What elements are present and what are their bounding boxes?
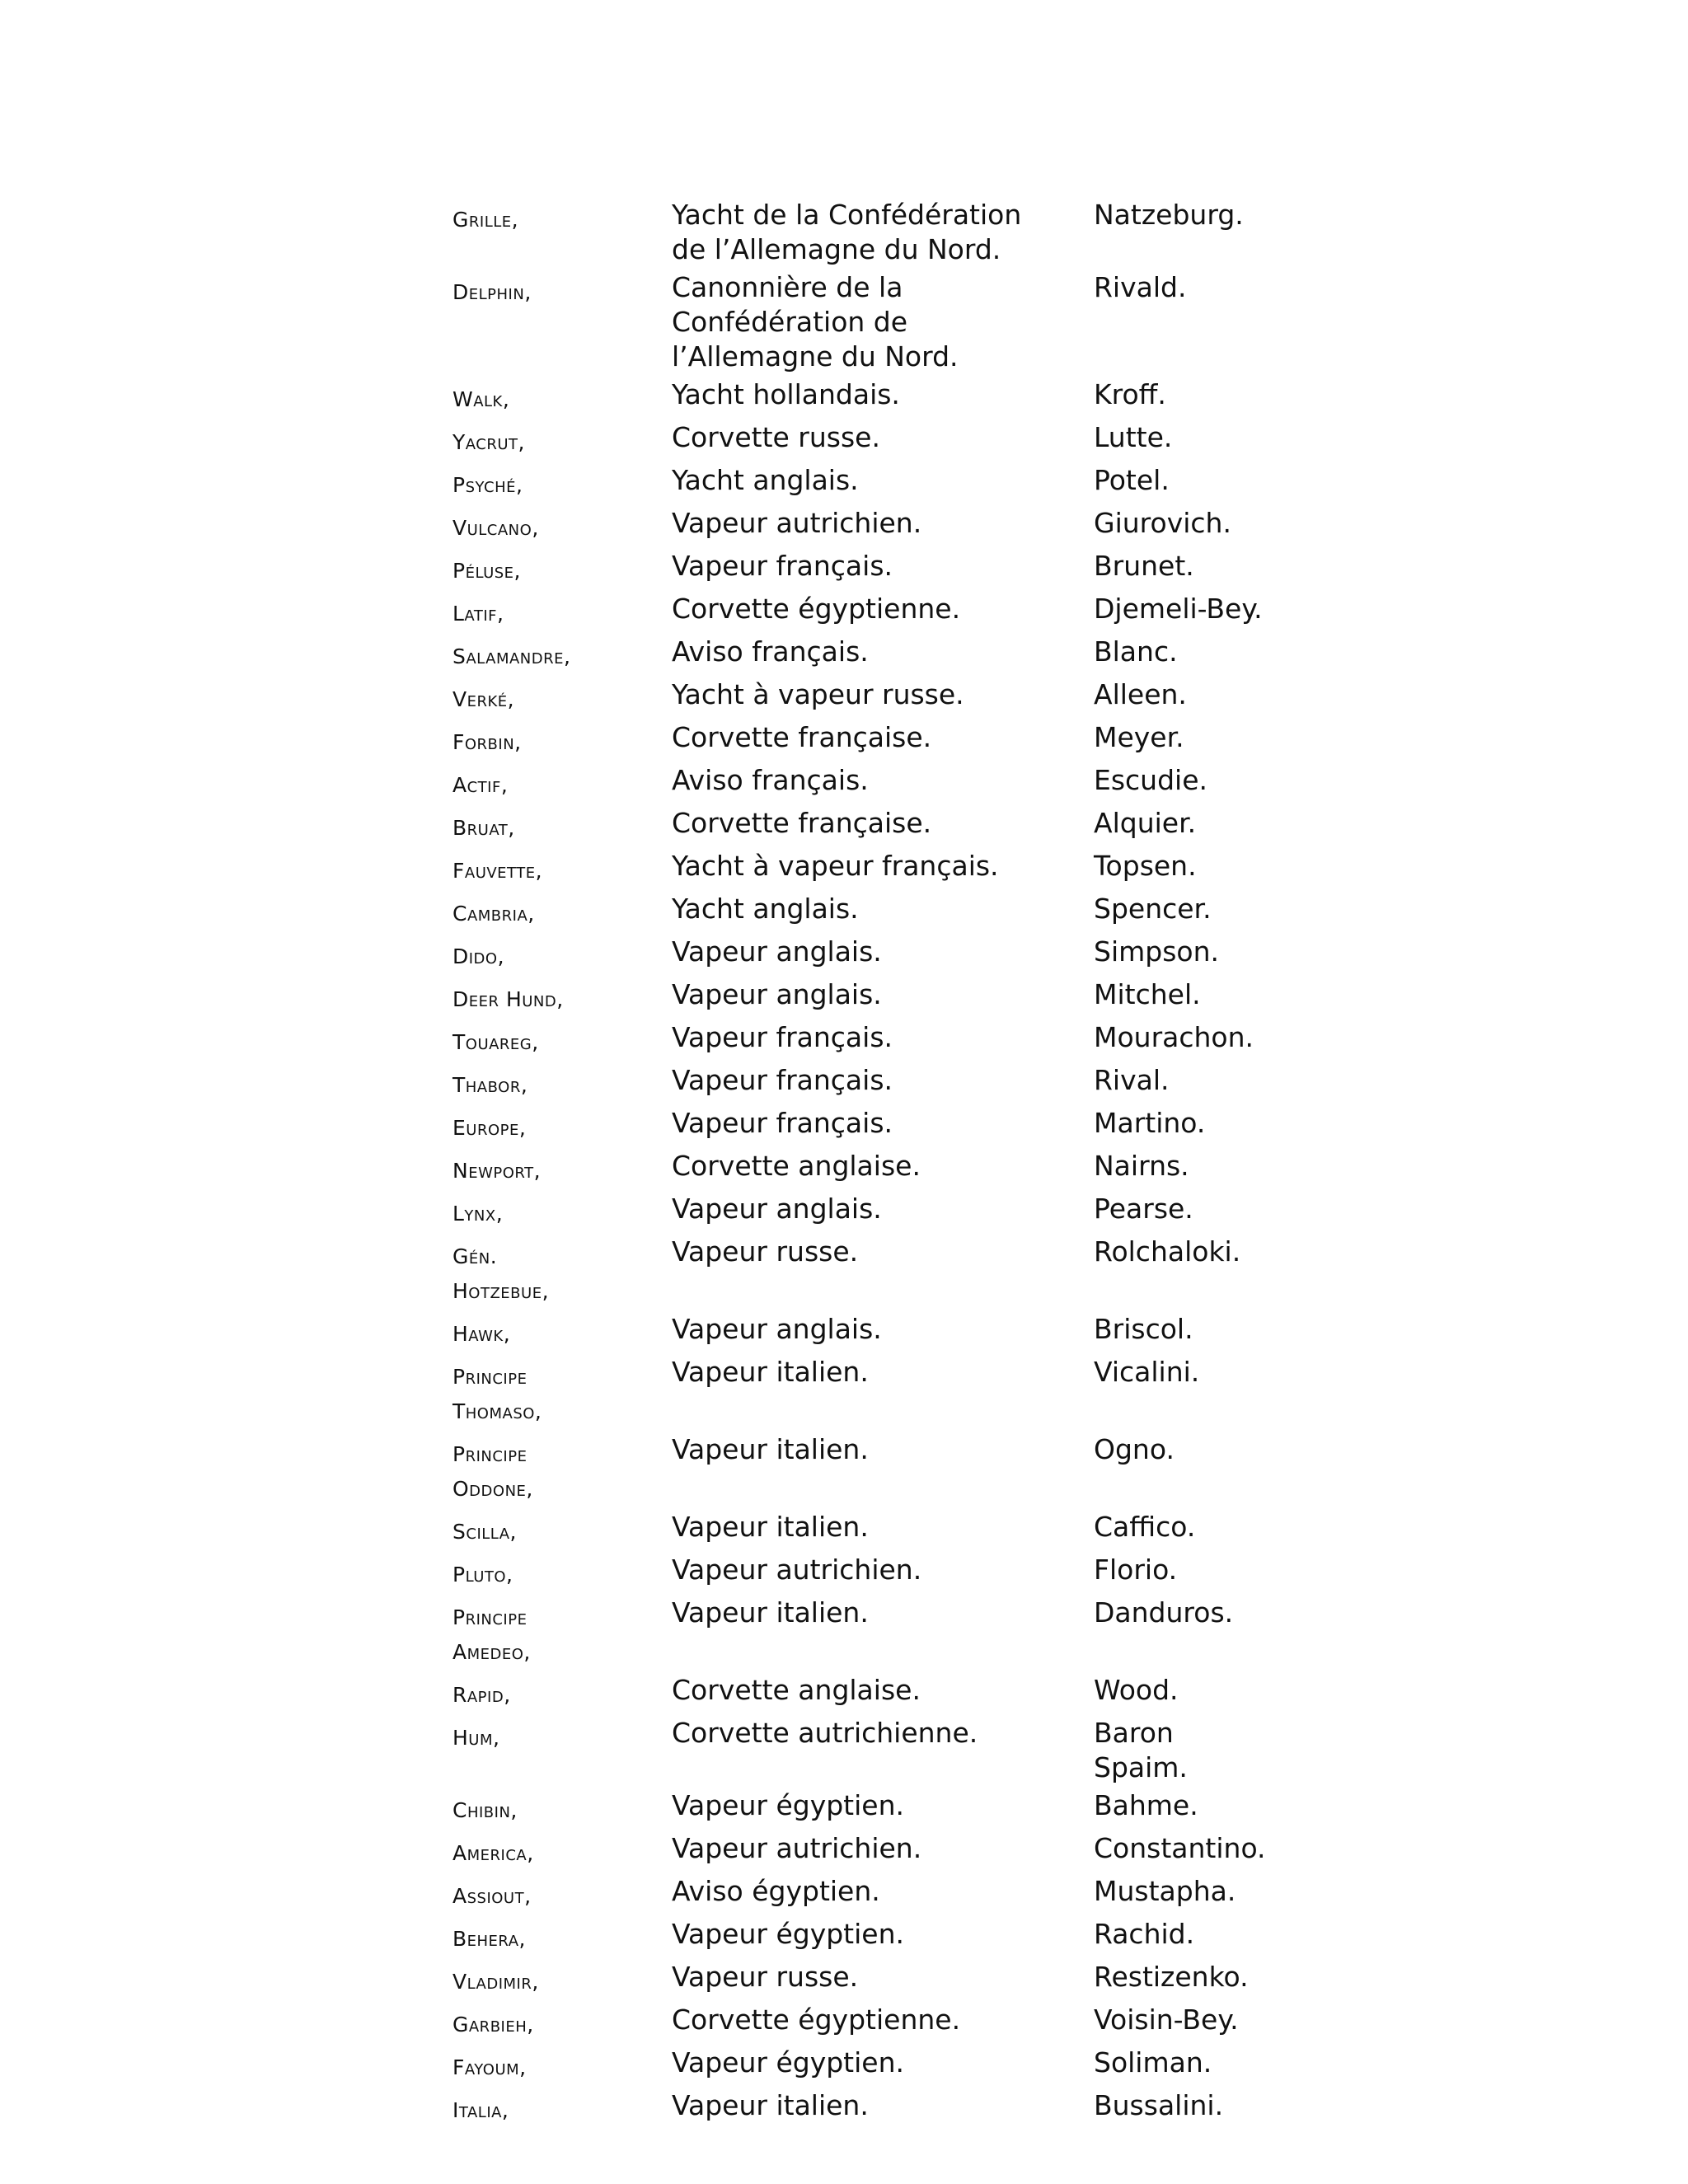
ship-row [452, 2003, 1310, 2042]
ship-name: Delphin, [452, 280, 532, 304]
ship-name: Lynx, [452, 1202, 504, 1226]
ship-type: Vapeur français. [672, 1107, 893, 1139]
ship-captain: Briscol. [1094, 1313, 1193, 1345]
ship-captain: Alleen. [1094, 678, 1187, 710]
ship-type: Corvette anglaise. [672, 1674, 921, 1706]
ship-row [452, 1874, 1310, 1914]
ship-type: Vapeur italien. [672, 1433, 869, 1465]
ship-name: Fauvette, [452, 859, 543, 883]
ship-captain: Giurovich. [1094, 507, 1231, 539]
ship-name: America, [452, 1841, 534, 1865]
ship-captain: Rachid. [1094, 1918, 1195, 1950]
ship-type: Canonnière de la Confédération de l’Allemagne du Nord. [672, 271, 959, 373]
ship-name: Assiout, [452, 1884, 532, 1908]
ship-row [452, 1355, 1310, 1429]
ship-name: Grille, [452, 208, 519, 232]
ship-captain: Escudie. [1094, 764, 1208, 796]
ship-type: Vapeur français. [672, 550, 893, 582]
ship-type: Vapeur autrichien. [672, 1554, 922, 1586]
ship-row [452, 1192, 1310, 1231]
ship-row [452, 1106, 1310, 1146]
ship-row [452, 1716, 1310, 1785]
ship-captain: Soliman. [1094, 2046, 1212, 2079]
ship-captain: Djemeli-Bey. [1094, 593, 1263, 625]
ship-list-table [452, 198, 1310, 2131]
ship-type: Vapeur anglais. [672, 935, 882, 968]
ship-type: Corvette égyptienne. [672, 593, 961, 625]
ship-name: Latif, [452, 602, 504, 626]
ship-row [452, 1020, 1310, 1060]
ship-type: Vapeur russe. [672, 1235, 859, 1268]
ship-name: Yacrut, [452, 430, 525, 454]
ship-name: Principe Oddone, [452, 1442, 533, 1501]
ship-name: Bruat, [452, 816, 515, 840]
ship-type: Aviso français. [672, 764, 869, 796]
ship-type: Corvette égyptienne. [672, 2004, 961, 2036]
ship-row [452, 377, 1310, 417]
ship-name: Europe, [452, 1116, 527, 1140]
ship-row [452, 635, 1310, 674]
ship-captain: Caffico. [1094, 1511, 1196, 1543]
ship-row [452, 1673, 1310, 1713]
ship-type: Vapeur italien. [672, 2089, 869, 2121]
ship-name: Gén. Hotzebue, [452, 1244, 550, 1303]
ship-name: Cambria, [452, 902, 535, 926]
ship-type: Vapeur italien. [672, 1596, 869, 1629]
ship-captain: Spencer. [1094, 893, 1212, 925]
ship-name: Vladimir, [452, 1970, 539, 1994]
ship-type: Vapeur autrichien. [672, 1832, 922, 1864]
ship-type: Yacht anglais. [672, 464, 859, 496]
ship-name: Principe Amedeo, [452, 1605, 531, 1664]
ship-type: Yacht à vapeur russe. [672, 678, 964, 710]
ship-row [452, 592, 1310, 631]
ship-name: Psyché, [452, 473, 523, 497]
ship-row [452, 198, 1310, 267]
ship-captain: Bussalini. [1094, 2089, 1224, 2121]
ship-name: Fayoum, [452, 2055, 527, 2079]
ship-captain: Vicalini. [1094, 1356, 1200, 1388]
ship-type: Yacht anglais. [672, 893, 859, 925]
ship-type: Corvette autrichienne. [672, 1717, 978, 1749]
ship-type: Aviso français. [672, 635, 869, 668]
ship-name: Verké, [452, 687, 515, 711]
ship-name: Hum, [452, 1726, 500, 1750]
ship-type: Vapeur français. [672, 1064, 893, 1096]
ship-row [452, 463, 1310, 503]
ship-row [452, 270, 1310, 374]
ship-name: Newport, [452, 1159, 542, 1183]
ship-name: Hawk, [452, 1322, 511, 1346]
ship-captain: Danduros. [1094, 1596, 1234, 1629]
ship-captain: Rivald. [1094, 271, 1187, 303]
ship-captain: Natzeburg. [1094, 199, 1244, 231]
ship-row [452, 977, 1310, 1017]
ship-name: Vulcano, [452, 516, 539, 540]
ship-captain: Alquier. [1094, 807, 1197, 839]
ship-row [452, 2088, 1310, 2128]
ship-name: Italia, [452, 2098, 509, 2122]
ship-row [452, 1063, 1310, 1103]
ship-captain: Lutte. [1094, 421, 1173, 453]
ship-name: Garbieh, [452, 2013, 534, 2036]
ship-name: Rapid, [452, 1683, 511, 1707]
ship-row [452, 1235, 1310, 1309]
ship-type: Aviso égyptien. [672, 1875, 880, 1907]
ship-type: Vapeur égyptien. [672, 1918, 904, 1950]
ship-type: Vapeur anglais. [672, 1193, 882, 1225]
ship-type: Vapeur français. [672, 1021, 893, 1053]
ship-row [452, 2046, 1310, 2085]
ship-captain: Simpson. [1094, 935, 1219, 968]
ship-row [452, 420, 1310, 460]
ship-name: Pluto, [452, 1563, 513, 1586]
ship-name: Salamandre, [452, 644, 571, 668]
ship-type: Yacht de la Confédération de l’Allemagne du Nord. [672, 199, 1022, 265]
ship-captain: Meyer. [1094, 721, 1184, 753]
ship-captain: Martino. [1094, 1107, 1206, 1139]
ship-type: Corvette anglaise. [672, 1150, 921, 1182]
ship-name: Actif, [452, 773, 509, 797]
ship-captain: Mitchel. [1094, 978, 1201, 1010]
ship-captain: Blanc. [1094, 635, 1178, 668]
ship-captain: Ogno. [1094, 1433, 1175, 1465]
ship-type: Yacht à vapeur français. [672, 850, 999, 882]
ship-row [452, 1510, 1310, 1549]
ship-row [452, 1553, 1310, 1592]
ship-captain: Nairns. [1094, 1150, 1189, 1182]
ship-row [452, 763, 1310, 803]
ship-captain: Florio. [1094, 1554, 1178, 1586]
ship-captain: Rolchaloki. [1094, 1235, 1241, 1268]
ship-row [452, 506, 1310, 546]
ship-row [452, 892, 1310, 931]
ship-type: Corvette française. [672, 721, 932, 753]
ship-type: Vapeur égyptien. [672, 1789, 904, 1821]
ship-row [452, 1917, 1310, 1957]
ship-captain: Rival. [1094, 1064, 1170, 1096]
ship-captain: Potel. [1094, 464, 1170, 496]
ship-name: Péluse, [452, 559, 522, 583]
ship-row [452, 677, 1310, 717]
ship-captain: Restizenko. [1094, 1961, 1249, 1993]
ship-captain: Kroff. [1094, 378, 1166, 410]
ship-row [452, 849, 1310, 888]
ship-type: Vapeur égyptien. [672, 2046, 904, 2079]
ship-name: Chibin, [452, 1798, 518, 1822]
ship-type: Vapeur anglais. [672, 978, 882, 1010]
ship-captain: Mourachon. [1094, 1021, 1254, 1053]
ship-name: Touareg, [452, 1030, 539, 1054]
ship-row [452, 935, 1310, 974]
ship-row [452, 720, 1310, 760]
ship-name: Thabor, [452, 1073, 528, 1097]
ship-name: Forbin, [452, 730, 522, 754]
ship-captain: Bahme. [1094, 1789, 1198, 1821]
ship-name: Deer Hund, [452, 987, 564, 1011]
ship-type: Corvette russe. [672, 421, 880, 453]
ship-row [452, 806, 1310, 846]
ship-type: Yacht hollandais. [672, 378, 900, 410]
ship-name: Principe Thomaso, [452, 1365, 542, 1423]
ship-type: Vapeur autrichien. [672, 507, 922, 539]
ship-captain: Baron Spaim. [1094, 1717, 1188, 1783]
ship-type: Corvette française. [672, 807, 932, 839]
ship-row [452, 549, 1310, 588]
ship-type: Vapeur russe. [672, 1961, 859, 1993]
ship-row [452, 1596, 1310, 1670]
ship-captain: Constantino. [1094, 1832, 1266, 1864]
ship-captain: Mustapha. [1094, 1875, 1236, 1907]
ship-row [452, 1432, 1310, 1507]
ship-name: Dido, [452, 944, 505, 968]
ship-captain: Pearse. [1094, 1193, 1193, 1225]
ship-row [452, 1831, 1310, 1871]
ship-captain: Brunet. [1094, 550, 1194, 582]
ship-name: Scilla, [452, 1520, 517, 1544]
ship-row [452, 1960, 1310, 1999]
ship-type: Vapeur italien. [672, 1356, 869, 1388]
ship-type: Vapeur anglais. [672, 1313, 882, 1345]
ship-row [452, 1149, 1310, 1188]
ship-captain: Voisin-Bey. [1094, 2004, 1239, 2036]
ship-row [452, 1312, 1310, 1352]
ship-name: Walk, [452, 387, 510, 411]
ship-type: Vapeur italien. [672, 1511, 869, 1543]
ship-row [452, 1788, 1310, 1828]
ship-captain: Wood. [1094, 1674, 1179, 1706]
ship-name: Behera, [452, 1927, 526, 1951]
ship-captain: Topsen. [1094, 850, 1197, 882]
